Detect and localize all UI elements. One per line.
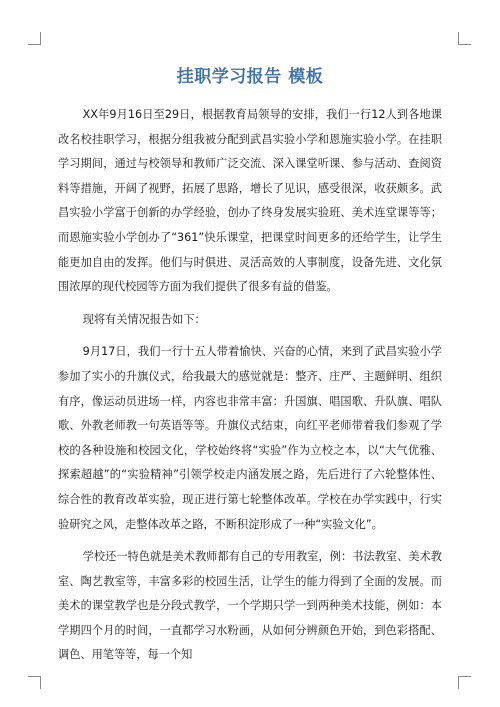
paragraph-intro: XX年9月16日至29日，根据教育局领导的安排，我们一行12人到各地课改名校挂职学习，根据分组我被分配到武昌实验小学和恩施实验小学。在挂职学习期间，通过与校领导和教师广泛交流、深入课堂听课、参与活动、查阅资料等措施，开阔了视野，拓展了思路，增长了见识，感受很深，收获颇多。武昌实验小学富于创新的办学经验，创办了终身发展实验班、美术连堂课等等；而恩施实验小学创办了“361”快乐课堂，把课堂时间更多的还给学生，让学生能更加自由的发挥。他们与时俱进、灵活高效的人事制度，设备先进、文化氛围浓厚的现代校园等方面为我们提供了很多有益的借鉴。: [58, 108, 442, 294]
document-title: 挂职学习报告 模板: [176, 67, 324, 87]
crop-mark-bottom-left: [28, 676, 41, 689]
paragraph-flag-ceremony: 9月17日，我们一行十五人带着愉快、兴奋的心情，来到了武昌实验小学参加了实小的升旗仪式，给我最大的感觉就是：整齐、庄严、主题鲜明、组织有序，像运动员进场一样，内容也非常丰富：升国旗、唱国歌、升队旗、唱队歌、外教老师教一句英语等等。升旗仪式结束，向红平老师带着我们参观了学校的各种设施和校园文化，学校始终将“实验”作为立校之本，以“大气优雅、探索超越”的“实验精神”引领学校走内涵发展之路，先后进行了六轮整体性、综合性的教育改革实验，现正进行第七轮整体改革。学校在办学实践中，行实验研究之风，走整体改革之路，不断积淀形成了一种“实验文化”。: [58, 345, 442, 531]
document-body: [58, 103, 442, 676]
crop-mark-top-right: [458, 32, 471, 45]
crop-mark-top-left: [28, 32, 41, 45]
paragraph-art-classrooms: 学校还一特色就是美术教师都有自己的专用教室，例：书法教室、美术教室、陶艺教室等，丰富多彩的校园生活，让学生的能力得到了全面的发展。而美术的课堂教学也是分段式教学，一个学期只学一到两种美术技能，例如：本学期四个月的时间，一直都学习水粉画，从如何分辨颜色开始，到色彩搭配、调色、用笔等等，每一个知: [58, 550, 442, 662]
paragraph-report-lead: 现将有关情况报告如下：: [82, 312, 206, 326]
crop-mark-bottom-right: [458, 676, 471, 689]
